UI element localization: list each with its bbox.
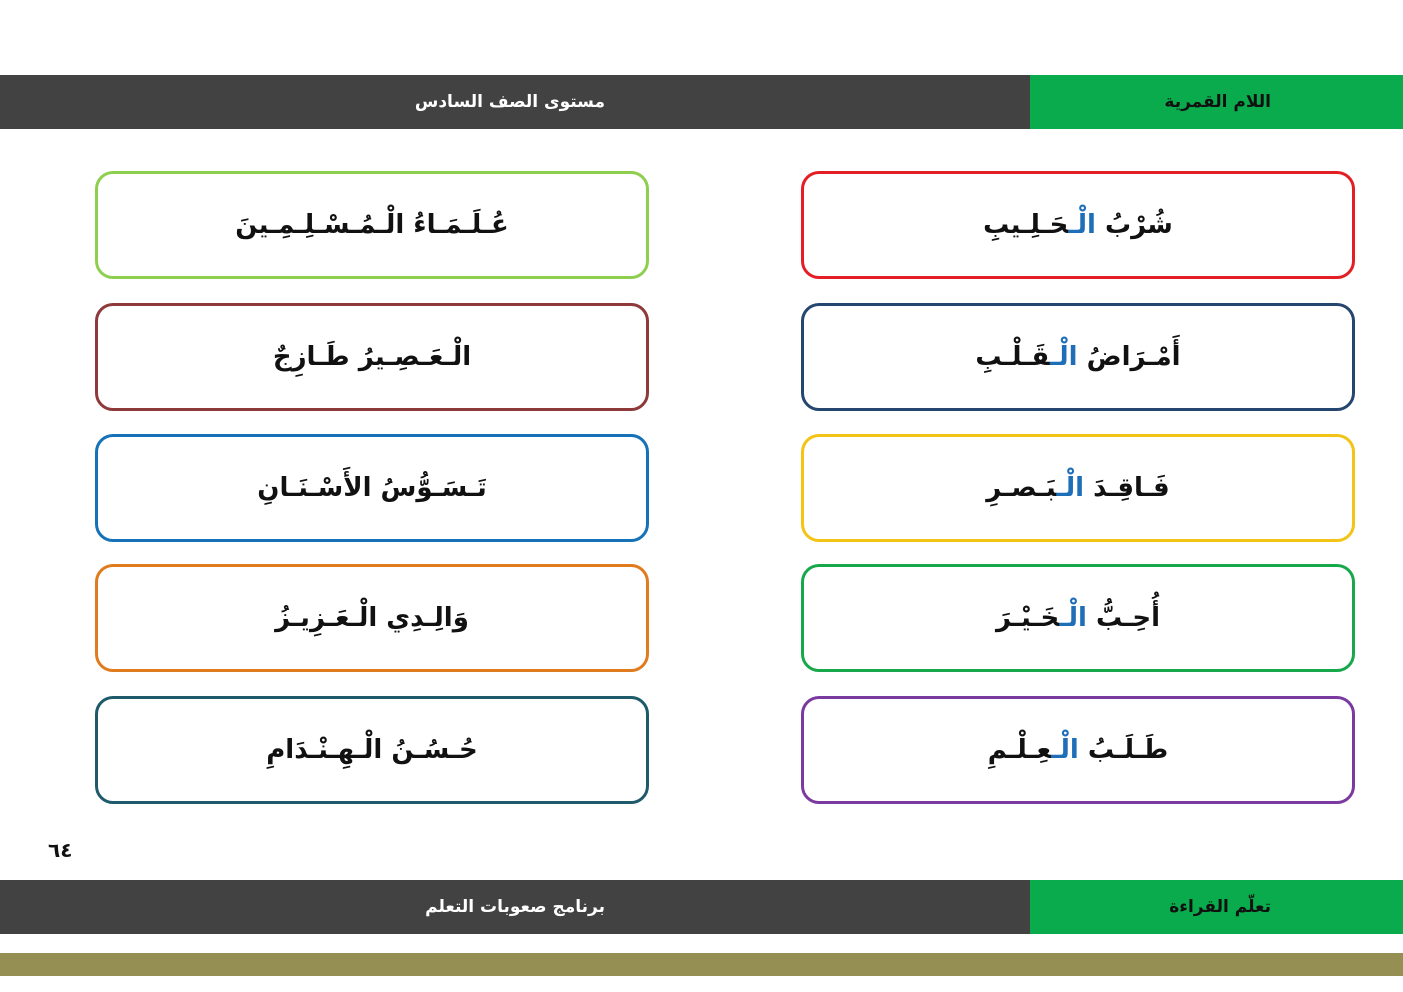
phrase-rest: حَـلِـيبِ	[983, 210, 1069, 240]
subject-label: تعلّم القراءة	[1169, 897, 1271, 917]
grade-level-label: مستوى الصف السادس	[414, 92, 605, 112]
word-card-right-2	[801, 303, 1355, 411]
word-card-left-1	[95, 171, 649, 279]
word-card-left-3	[95, 434, 649, 542]
phrase: عُـلَـمَـاءُ الْـمُـسْـلِـمِـينَ	[235, 210, 509, 240]
word-card-right-3	[801, 434, 1355, 542]
word-card-left-5	[95, 696, 649, 804]
al-article: الْـ	[1068, 210, 1096, 240]
phrase: وَالِـدِي الْـعَـزِيـزُ	[275, 603, 469, 633]
al-article: الْـ	[1056, 473, 1085, 503]
phrase	[983, 210, 1173, 240]
phrase-rest: قَـلْـبِ	[975, 342, 1051, 372]
header-bar	[0, 75, 1403, 129]
phrase	[975, 342, 1180, 372]
phrase-rest: بَـصـرِ	[986, 473, 1057, 503]
al-article: الْـ	[1051, 735, 1079, 765]
word-card-right-1	[801, 171, 1355, 279]
phrase-first-word: فَـاقِـدَ	[1093, 473, 1170, 503]
footer-olive-strip	[0, 953, 1403, 976]
phrase	[996, 603, 1160, 633]
phrase-first-word: أُحِـبُّ	[1095, 603, 1160, 633]
phrase-rest: خَـيْـرَ	[996, 603, 1060, 633]
phrase-first-word: شُرْبُ	[1105, 210, 1173, 240]
footer-bar	[0, 880, 1403, 934]
phrase	[986, 473, 1169, 503]
word-card-right-4	[801, 564, 1355, 672]
phrase-first-word: طَـلَـبُ	[1087, 735, 1169, 765]
lesson-title: اللام القمرية	[1164, 92, 1271, 112]
phrase-first-word: أَمْـرَاضُ	[1086, 342, 1181, 372]
program-label: برنامج صعوبات التعلم	[425, 897, 605, 917]
word-card-left-4	[95, 564, 649, 672]
phrase: حُـسُـنُ الْـهِـنْـدَامِ	[266, 735, 478, 765]
al-article: الْـ	[1059, 603, 1087, 633]
page-number: ٦٤	[48, 838, 73, 862]
phrase: الْـعَـصِـيرُ طَـازِجٌ	[272, 342, 472, 372]
phrase	[988, 735, 1168, 765]
word-card-left-2	[95, 303, 649, 411]
phrase-rest: عِـلْـمِ	[987, 735, 1052, 765]
word-card-right-5	[801, 696, 1355, 804]
phrase: تَـسَـوُّسُ الأَسْـنَـانِ	[257, 473, 487, 503]
al-article: الْـ	[1050, 342, 1078, 372]
